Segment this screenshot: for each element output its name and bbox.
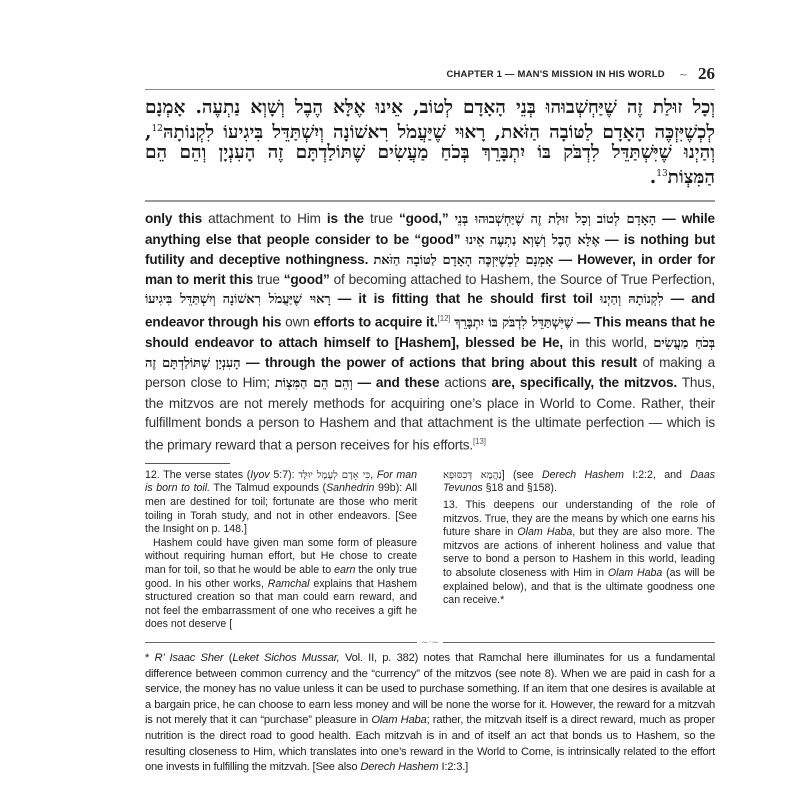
ornament-icon: ~ bbox=[678, 67, 688, 81]
hebrew-line: בִּיגִיעוֹ לִקְנוֹתָהּ bbox=[162, 121, 264, 143]
elucidation: Thus, the mitzvos are not merely methods for acquiring one’s place in World to Come. Rather, their fulfillment bonds a person to Hashem and that attachment is the ultimate perfection — which is the primary reward that a person receives for his efforts. bbox=[145, 375, 716, 453]
hebrew-phrase: וְהַיְנוּ bbox=[600, 292, 622, 308]
hebrew-phrase: וְיִשְׁתַּדֵּל בִּיגִיעוֹ bbox=[145, 292, 216, 308]
elucidation: true bbox=[363, 211, 399, 227]
hebrew-phrase: לִקְנוֹתָהּ bbox=[628, 292, 664, 308]
translation-bold: — and endeavor through his bbox=[145, 291, 715, 330]
footnote-ref-13[interactable]: 13 bbox=[656, 168, 668, 179]
hebrew-phrase: רָאוּי שֶׁיַּעֲמֹל רִאשׁוֹנָה bbox=[222, 292, 331, 308]
insight-note bbox=[145, 651, 715, 776]
footnote-column-left bbox=[145, 469, 417, 632]
hebrew-phrase: כִּי אָדָם לְעָמָל יוּלָּד bbox=[298, 469, 371, 481]
hebrew-phrase: שֶׁיִּשְׁתַּדֵּל לִדְבֹּק בּוֹ יִתְבָּרֵךְ bbox=[454, 315, 573, 331]
hebrew-line: , וְהַיְנוּ שֶׁיִּשְׁתַּדֵּל לִדְבֹּק בּוֹ יִתְבָּרֵךְ בְּכֹחַ מַעֲשִׂים bbox=[145, 121, 715, 164]
note-text: The Talmud expounds ( bbox=[210, 482, 327, 495]
translation-bold: — it is fitting that he should first toil bbox=[330, 291, 593, 307]
term: Olam Haba bbox=[607, 566, 663, 579]
book-page bbox=[145, 62, 715, 776]
translation-commentary bbox=[145, 209, 715, 455]
translation-bold: — through the power of actions that bring about this result bbox=[240, 355, 637, 371]
period: . bbox=[649, 166, 657, 188]
translation: For man is born to toil. bbox=[145, 468, 418, 495]
chapter-title: CHAPTER 1 — MAN'S MISSION IN HIS WORLD bbox=[446, 68, 665, 80]
translation-bold: “good” bbox=[283, 271, 330, 287]
translation-bold: — while anything else that people consider to be “good” bbox=[145, 211, 715, 247]
note-text: 99b): All men are destined for toil; fortunate are those who merit toiling in Torah study, and not in other endeavors. [See the Insight on p. 148.] bbox=[145, 482, 417, 536]
term: Olam Haba bbox=[371, 714, 427, 727]
running-header bbox=[145, 62, 715, 90]
note-text: ( bbox=[223, 651, 233, 664]
elucidation: actions bbox=[439, 375, 492, 391]
footnote-12 bbox=[145, 469, 417, 537]
hebrew-phrase: הָעִנְיָן bbox=[215, 356, 241, 372]
translation-bold: only this bbox=[145, 211, 203, 227]
hebrew-phrase: וְהֵם הֵם הַמִּצְוֹת bbox=[274, 376, 353, 392]
hebrew-phrase: וְכָל זוּלַת זֶה שֶׁיַּחְשְׁבוּהוּ בְּנֵי bbox=[454, 212, 591, 228]
translation-bold: efforts to acquire it. bbox=[309, 314, 438, 330]
note-text: §18 and §158). bbox=[482, 482, 557, 495]
hebrew-phrase: הָאָדָם לְטוֹב bbox=[596, 212, 657, 228]
hebrew-phrase: בְּכֹחַ מַעֲשִׂים שֶׁתּוֹלַדְתָּם זֶה bbox=[145, 336, 715, 372]
footnote-column-right bbox=[443, 469, 715, 632]
divider-line bbox=[145, 642, 417, 643]
note-text: the only true good. In his other works, bbox=[145, 563, 417, 590]
emphasis: earn bbox=[334, 563, 356, 576]
footnote-rule bbox=[145, 463, 230, 464]
divider-line bbox=[443, 642, 715, 643]
citation: Derech Hashem bbox=[542, 468, 624, 481]
note-text: ; rather, the mitzvah itself is a direct reward, much as proper nutrition is the direct road to good health. Each mitzvah is in and of itself an act that bonds us to Hashem, so the resulting closeness to Him, which translates into one’s reward in the World to Come, is intrinsically related to the effort one invests in fulfilling the mitzvah. [See also bbox=[145, 714, 715, 774]
page-number: 26 bbox=[698, 64, 715, 83]
hebrew-phrase: נַהֲמָא דְּכִסּוּפָא bbox=[443, 469, 502, 481]
note-text: explains that Hashem structured creation so that man could earn reward, and not feel the embarrassment of one who receives a gift he does not deserve [ bbox=[145, 577, 417, 631]
note-text: (as will be explained below), and that is the ultimate goodness one can receive.* bbox=[443, 566, 715, 607]
hebrew-phrase: אֶלָּא הֶבֶל וְשָׁוְא נַתְעֶה bbox=[489, 232, 600, 248]
translation-bold: “good,” bbox=[398, 211, 449, 227]
elucidation: true bbox=[256, 271, 284, 287]
footnotes bbox=[145, 469, 715, 632]
hebrew-line: שֶׁתּוֹלַדְתָּם זֶה הָעִנְיָן וְהֵם הֵם הַמִּצְוֹת bbox=[145, 142, 715, 188]
note-text: Vol. II, p. 382) notes that Ramchal here illuminates for us a fundamental difference between common currency and the “currency” of the mitzvos (see note 8). When we are paid in cash for a service, the money has no value unless it can be used to purchase something. If an item that one desires is available at a bargain price, he can choose to earn less money and will be none the worse for it. However, the reward for a mitzvah is not merely that it can “purchase” pleasure in bbox=[145, 651, 716, 727]
translation-bold: — However, in order for man to merit this bbox=[145, 251, 715, 287]
hebrew-line: וְכָל זוּלַת זֶה שֶׁיַּחְשְׁבוּהוּ בְּנֵי הָאָדָם לְטוֹב, אֵינוּ אֶלָּא הֶבֶל וְשָׁוְא נַתְעֶה. bbox=[195, 97, 715, 118]
footnote-ref-12[interactable]: 12 bbox=[151, 123, 163, 134]
note-text: 5:7): bbox=[269, 468, 299, 481]
note-text: 12. The verse states ( bbox=[145, 468, 251, 481]
hebrew-source-text bbox=[145, 98, 715, 202]
author: R’ Isaac Sher bbox=[154, 651, 224, 664]
elucidation: own bbox=[285, 314, 310, 330]
note-text: 13. This deepens our understanding of the role of mitzvos. True, they are the means by which one earns his future share in bbox=[443, 499, 715, 539]
footnote-12-continued bbox=[443, 469, 715, 496]
elucidation: in this world, bbox=[563, 335, 654, 351]
note-text: I:2:3.] bbox=[438, 761, 469, 774]
translation-bold: are, specifically, the mitzvos. bbox=[491, 375, 678, 391]
footnote-ref-12[interactable]: [12] bbox=[437, 314, 451, 324]
section-divider bbox=[145, 638, 715, 648]
elucidation: of making a person close to Him; bbox=[145, 355, 715, 391]
note-text: , but they are also more. The mitzvos are actions of inherent holiness and value that serve to bond a person to Hashem in this world, leading to absolute closeness with Him in bbox=[443, 526, 715, 579]
translation-bold: — This means that he should endeavor to attach himself to [Hashem], blessed be He, bbox=[145, 314, 715, 351]
citation: Derech Hashem bbox=[360, 761, 439, 774]
translation-bold: — and these bbox=[352, 375, 440, 391]
elucidation: of becoming attached to Hashem, the Source of True Perfection, bbox=[329, 271, 715, 287]
note-text: Hashem could have given man some form of pleasure without requiring human effort, but He chose to create man for toil, so that he would be able to bbox=[145, 536, 417, 576]
hebrew-line: אָמְנָם לְכְשֶׁיִּזְכֶּה הָאָדָם לַטּוֹבָה הַזֹּאת, רָאוּי שֶׁיַּעֲמֹל רִאשׁוֹנָה וְיִשְׁתַּדֵּל bbox=[145, 97, 715, 143]
note-text: , bbox=[370, 468, 377, 481]
footnote-13 bbox=[443, 499, 715, 608]
ornament-icon: ~·~ bbox=[421, 637, 439, 648]
footnote-12-paragraph-2 bbox=[145, 537, 417, 632]
citation: Leket Sichos Mussar, bbox=[232, 651, 340, 664]
note-text: * bbox=[145, 651, 155, 664]
translation-bold: — is nothing but futility and deceptive nothingness. bbox=[145, 231, 715, 267]
hebrew-phrase: אֵינוּ bbox=[465, 232, 485, 248]
citation: Ramchal bbox=[267, 577, 310, 590]
footnote-ref-13[interactable]: [13] bbox=[473, 437, 486, 447]
hebrew-phrase: אָמְנָם לְכְשֶׁיִּזְכֶּה הָאָדָם לַטּוֹבָה הַזֹּאת bbox=[373, 252, 554, 268]
term: Olam Haba bbox=[517, 526, 573, 539]
note-text: ] (see bbox=[501, 468, 542, 481]
citation: Sanhedrin bbox=[326, 482, 375, 495]
citation: Daas Tevunos bbox=[443, 468, 716, 495]
translation-bold: is the bbox=[326, 211, 364, 227]
citation: Iyov bbox=[250, 468, 270, 481]
elucidation: attachment to Him bbox=[202, 211, 327, 227]
note-text: I:2:2, and bbox=[623, 468, 691, 481]
